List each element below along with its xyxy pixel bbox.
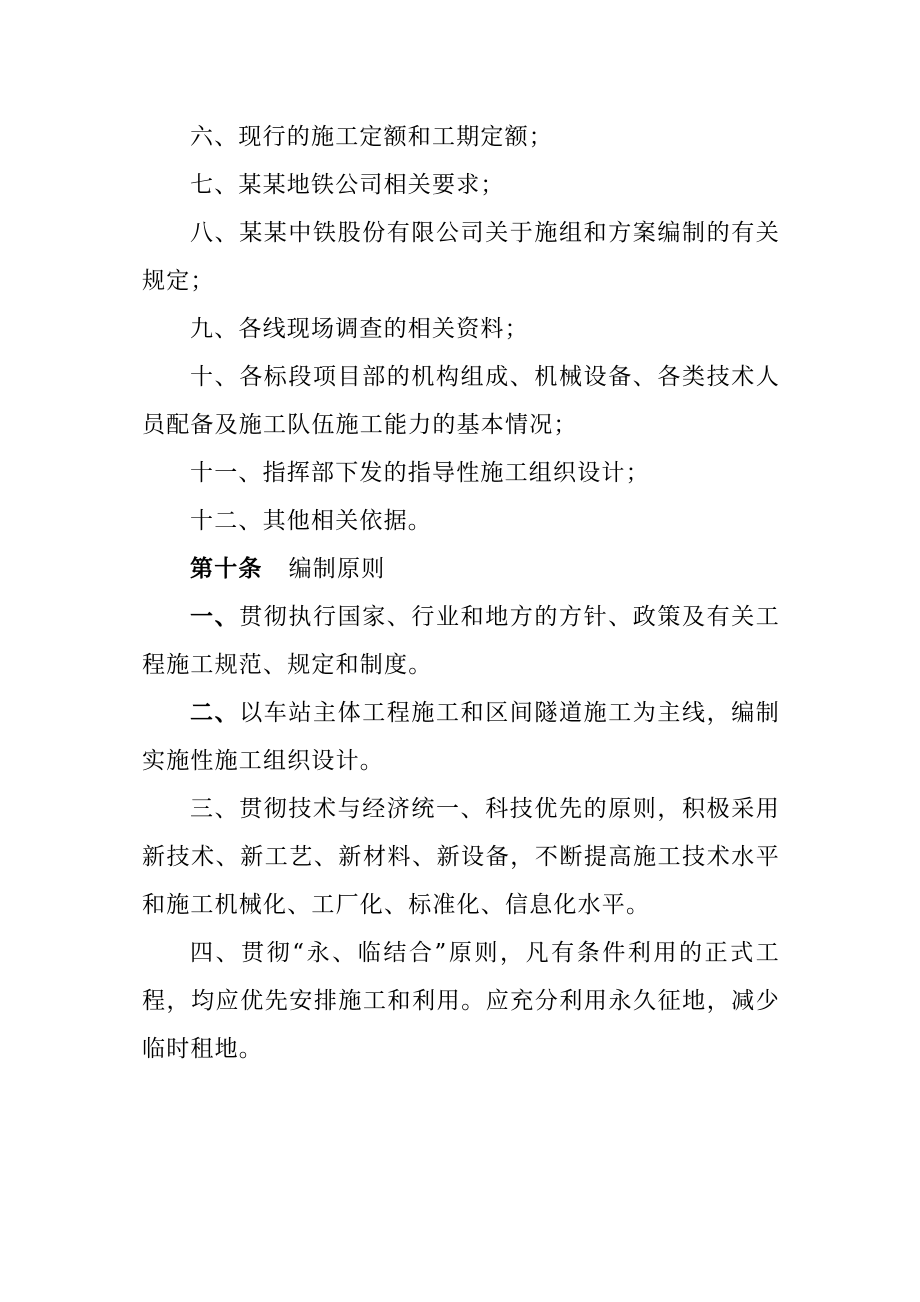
basis-item-8: 八、某某中铁股份有限公司关于施组和方案编制的有关规定； — [142, 220, 780, 294]
section-title: 编制原则 — [288, 556, 386, 582]
principle-1-text: 贯彻执行国家、行业和地方的方针、政策及有关工程施工规范、规定和制度。 — [142, 604, 780, 678]
basis-item-7: 七、某某地铁公司相关要求； — [190, 172, 505, 198]
document-body — [142, 113, 780, 1073]
basis-item-6: 六、现行的施工定额和工期定额； — [190, 124, 553, 150]
principle-4: 四、贯彻“永、临结合”原则，凡有条件利用的正式工程，均应优先安排施工和利用。应充分利用永久征地，减少临时租地。 — [142, 940, 780, 1062]
basis-item-9: 九、各线现场调查的相关资料； — [190, 316, 529, 342]
section-heading — [142, 545, 780, 593]
principle-2-ordinal: 二、 — [190, 699, 240, 726]
basis-item-12: 十二、其他相关依据。 — [190, 508, 432, 534]
principle-2 — [142, 689, 780, 785]
principle-1 — [142, 593, 780, 689]
basis-item-10: 十、各标段项目部的机构组成、机械设备、各类技术人员配备及施工队伍施工能力的基本情况； — [142, 364, 780, 438]
principle-3: 三、贯彻技术与经济统一、科技优先的原则，积极采用新技术、新工艺、新材料、新设备，不断提高施工技术水平和施工机械化、工厂化、标准化、信息化水平。 — [142, 796, 780, 918]
section-label: 第十条 — [190, 555, 263, 582]
principle-2-text: 以车站主体工程施工和区间隧道施工为主线，编制实施性施工组织设计。 — [142, 700, 780, 774]
basis-item-11: 十一、指挥部下发的指导性施工组织设计； — [190, 460, 650, 486]
principle-1-ordinal: 一、 — [190, 603, 240, 630]
